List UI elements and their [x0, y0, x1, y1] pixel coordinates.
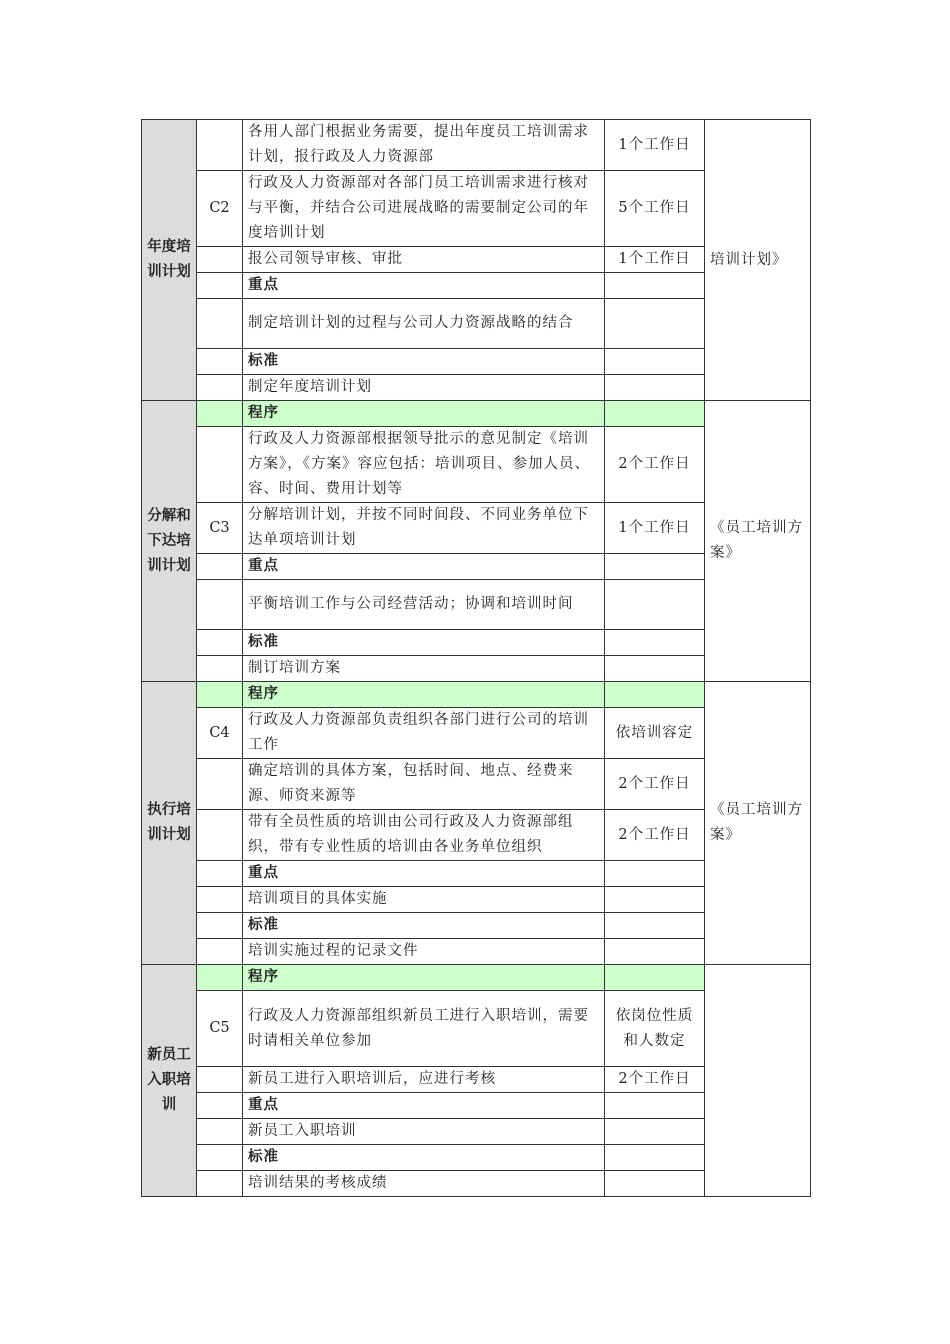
section-title: 分解和下达培训计划	[142, 401, 197, 682]
step-code	[197, 759, 243, 810]
section-output: 《员工培训方案》	[705, 682, 811, 965]
step-code	[197, 656, 243, 682]
step-text: 培训项目的具体实施	[243, 887, 605, 913]
step-code	[197, 913, 243, 939]
step-time	[605, 375, 705, 401]
training-process-table	[141, 119, 811, 1197]
step-code	[197, 554, 243, 580]
step-code: C5	[197, 991, 243, 1067]
procedure-label: 程序	[243, 965, 605, 991]
step-time: 2个工作日	[605, 427, 705, 503]
step-code	[197, 349, 243, 375]
step-time	[605, 273, 705, 299]
key-point-label: 重点	[243, 1093, 605, 1119]
step-text: 行政及人力资源部负责组织各部门进行公司的培训工作	[243, 708, 605, 759]
step-time: 2个工作日	[605, 1067, 705, 1093]
step-time: 2个工作日	[605, 759, 705, 810]
key-point-label: 重点	[243, 554, 605, 580]
step-time	[605, 939, 705, 965]
step-code	[197, 965, 243, 991]
table-row	[142, 965, 811, 991]
step-time	[605, 913, 705, 939]
step-code	[197, 887, 243, 913]
step-text: 制定培训计划的过程与公司人力资源战略的结合	[243, 299, 605, 349]
step-text: 行政及人力资源部根据领导批示的意见制定《培训方案》，《方案》容应包括：培训项目、参加人员、容、时间、费用计划等	[243, 427, 605, 503]
step-text: 平衡培训工作与公司经营活动；协调和培训时间	[243, 580, 605, 630]
step-text: 行政及人力资源部对各部门员工培训需求进行核对与平衡，并结合公司进展战略的需要制定公司的年度培训计划	[243, 171, 605, 247]
step-text: 制订培训方案	[243, 656, 605, 682]
step-text: 带有全员性质的培训由公司行政及人力资源部组织，带有专业性质的培训由各业务单位组织	[243, 810, 605, 861]
step-time	[605, 1171, 705, 1197]
standard-label: 标准	[243, 630, 605, 656]
step-code	[197, 939, 243, 965]
key-point-label: 重点	[243, 861, 605, 887]
step-text: 报公司领导审核、审批	[243, 247, 605, 273]
step-code	[197, 630, 243, 656]
step-time: 依培训容定	[605, 708, 705, 759]
step-code	[197, 427, 243, 503]
step-text: 培训实施过程的记录文件	[243, 939, 605, 965]
key-point-label: 重点	[243, 273, 605, 299]
table-row	[142, 401, 811, 427]
step-time	[605, 861, 705, 887]
step-time	[605, 299, 705, 349]
step-code	[197, 247, 243, 273]
section-output	[705, 965, 811, 1197]
step-text: 新员工进行入职培训后，应进行考核	[243, 1067, 605, 1093]
step-text: 各用人部门根据业务需要，提出年度员工培训需求计划，报行政及人力资源部	[243, 120, 605, 171]
step-code	[197, 1119, 243, 1145]
step-code	[197, 299, 243, 349]
step-code	[197, 1145, 243, 1171]
step-time	[605, 1119, 705, 1145]
step-time	[605, 965, 705, 991]
section-output: 培训计划》	[705, 120, 811, 401]
step-text: 培训结果的考核成绩	[243, 1171, 605, 1197]
step-code: C3	[197, 503, 243, 554]
step-code: C2	[197, 171, 243, 247]
step-time	[605, 554, 705, 580]
step-code	[197, 1171, 243, 1197]
section-title: 执行培训计划	[142, 682, 197, 965]
step-time: 2个工作日	[605, 810, 705, 861]
step-time	[605, 1145, 705, 1171]
section-title: 年度培训计划	[142, 120, 197, 401]
step-code	[197, 273, 243, 299]
step-code	[197, 1093, 243, 1119]
step-time	[605, 887, 705, 913]
standard-label: 标准	[243, 349, 605, 375]
section-output: 《员工培训方案》	[705, 401, 811, 682]
step-text: 新员工入职培训	[243, 1119, 605, 1145]
step-time: 1个工作日	[605, 120, 705, 171]
step-code	[197, 861, 243, 887]
section-title: 新员工入职培训	[142, 965, 197, 1197]
step-time	[605, 630, 705, 656]
step-time	[605, 349, 705, 375]
step-text: 行政及人力资源部组织新员工进行入职培训，需要时请相关单位参加	[243, 991, 605, 1067]
step-time	[605, 1093, 705, 1119]
step-time: 1个工作日	[605, 503, 705, 554]
step-time	[605, 580, 705, 630]
step-time	[605, 682, 705, 708]
step-code	[197, 375, 243, 401]
table-row	[142, 120, 811, 171]
procedure-label: 程序	[243, 401, 605, 427]
step-time	[605, 401, 705, 427]
standard-label: 标准	[243, 1145, 605, 1171]
standard-label: 标准	[243, 913, 605, 939]
step-code	[197, 1067, 243, 1093]
step-text: 分解培训计划，并按不同时间段、不同业务单位下达单项培训计划	[243, 503, 605, 554]
procedure-label: 程序	[243, 682, 605, 708]
step-text: 确定培训的具体方案，包括时间、地点、经费来源、师资来源等	[243, 759, 605, 810]
step-text: 制定年度培训计划	[243, 375, 605, 401]
step-time	[605, 656, 705, 682]
step-code: C4	[197, 708, 243, 759]
step-code	[197, 810, 243, 861]
step-time: 1个工作日	[605, 247, 705, 273]
step-time: 5个工作日	[605, 171, 705, 247]
table-row	[142, 682, 811, 708]
step-time: 依岗位性质和人数定	[605, 991, 705, 1067]
step-code	[197, 120, 243, 171]
step-code	[197, 580, 243, 630]
step-code	[197, 401, 243, 427]
step-code	[197, 682, 243, 708]
